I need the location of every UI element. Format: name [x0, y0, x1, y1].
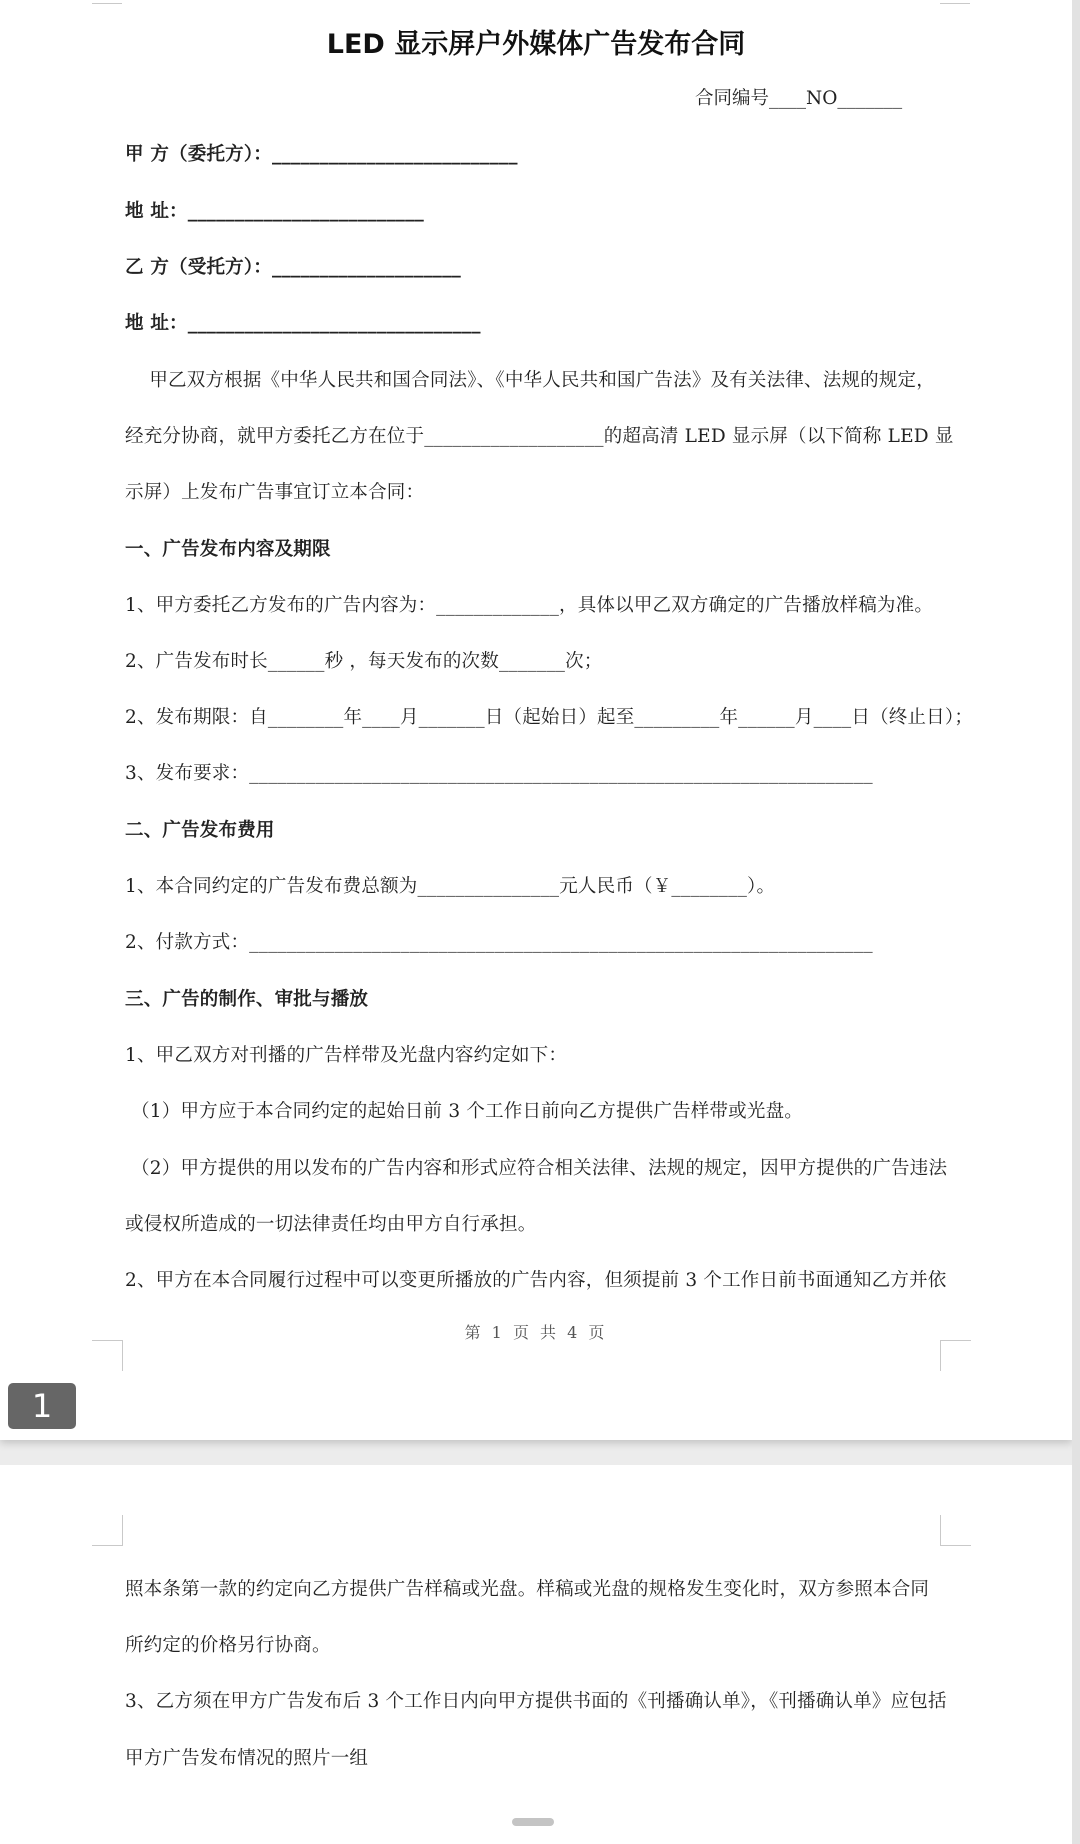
crop-mark: [92, 0, 122, 4]
document-title: LED 显示屏户外媒体广告发布合同: [326, 29, 746, 60]
crop-mark: [940, 1515, 971, 1546]
body-line: 1、甲方委托乙方发布的广告内容为：_____________，具体以甲乙双方确定的广告播放样稿为准。: [125, 595, 934, 616]
section-heading: 二、广告发布费用: [125, 820, 275, 841]
body-line: 甲乙双方根据《中华人民共和国合同法》、《中华人民共和国广告法》及有关法律、法规的规定，: [125, 370, 935, 391]
body-line: 3、发布要求：__________________________________________________________________: [125, 763, 873, 784]
party-a-address-line: 地 址：_________________________: [125, 201, 424, 222]
body-line: 照本条第一款的约定向乙方提供广告样稿或光盘。样稿或光盘的规格发生变化时，双方参照本合同: [125, 1579, 930, 1600]
page-number-badge[interactable]: 1: [8, 1383, 76, 1429]
body-line: 示屏）上发布广告事宜订立本合同：: [125, 482, 425, 503]
body-line: 2、付款方式：__________________________________________________________________: [125, 932, 873, 953]
body-line: （1）甲方应于本合同约定的起始日前 3 个工作日前向乙方提供广告样带或光盘。: [125, 1101, 803, 1122]
body-line: 2、甲方在本合同履行过程中可以变更所播放的广告内容，但须提前 3 个工作日前书面通知乙方并依: [125, 1270, 947, 1291]
bottom-sheet-handle[interactable]: [512, 1818, 554, 1826]
section-heading: 一、广告发布内容及期限: [125, 539, 331, 560]
body-line: 或侵权所造成的一切法律责任均由甲方自行承担。: [125, 1214, 537, 1235]
body-line: 1、本合同约定的广告发布费总额为_______________元人民币（￥________）。: [125, 876, 776, 897]
party-b-address-line: 地 址：_______________________________: [125, 313, 481, 334]
contract-number: 合同编号____NO_______: [695, 88, 903, 109]
body-line: 所约定的价格另行协商。: [125, 1635, 331, 1656]
body-line: 2、广告发布时长______秒 ，每天发布的次数_______次；: [125, 651, 603, 672]
document-page-2: [0, 1465, 1072, 1844]
crop-mark: [92, 1515, 123, 1546]
body-line: 甲方广告发布情况的照片一组: [125, 1748, 369, 1769]
body-line: （2）甲方提供的用以发布的广告内容和形式应符合相关法律、法规的规定，因甲方提供的广告违法: [125, 1158, 948, 1179]
crop-mark: [92, 1340, 123, 1371]
crop-mark: [940, 0, 970, 4]
body-line: 3、乙方须在甲方广告发布后 3 个工作日内向甲方提供书面的《刊播确认单》，《刊播确认单》应包括: [125, 1691, 947, 1712]
party-b-line: 乙 方（受托方）：____________________: [125, 257, 461, 278]
body-line: 经充分协商，就甲方委托乙方在位于___________________的超高清 LED 显示屏（以下简称 LED 显: [125, 426, 954, 447]
body-line: 1、甲乙双方对刊播的广告样带及光盘内容约定如下：: [125, 1045, 568, 1066]
section-heading: 三、广告的制作、审批与播放: [125, 989, 369, 1010]
page-footer: 第 1 页 共 4 页: [464, 1323, 608, 1342]
crop-mark: [940, 1340, 971, 1371]
body-line: 2、发布期限：自________年____月_______日（起始日）起至_________年______月____日（终止日）；: [125, 707, 974, 728]
scrollbar[interactable]: [1072, 0, 1080, 1844]
party-a-line: 甲 方（委托方）：__________________________: [125, 144, 518, 165]
